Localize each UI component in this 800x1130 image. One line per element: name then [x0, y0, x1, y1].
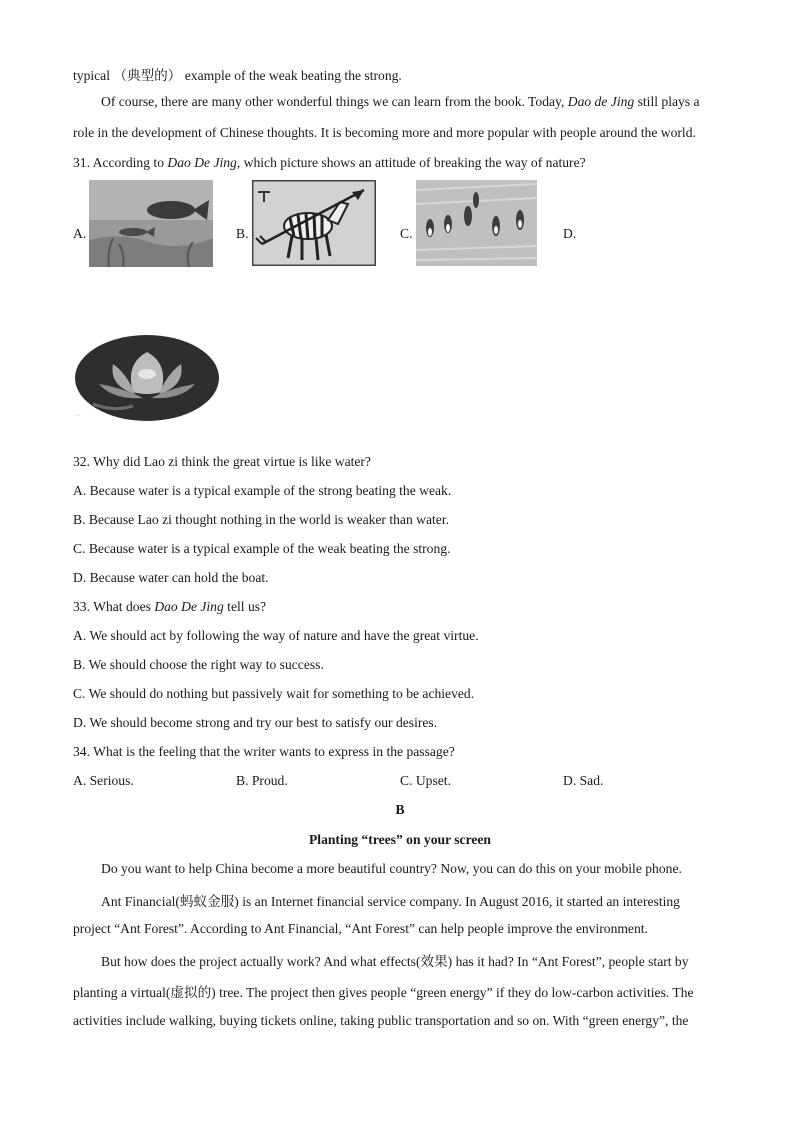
passage-line: activities include walking, buying tickets online, taking public transportation and so on. With “green energy”, the: [73, 1013, 689, 1028]
passage-line: role in the development of Chinese thoughts. It is becoming more and more popular with people around the world.: [73, 125, 696, 140]
option-d-label: D.: [563, 226, 577, 241]
option-a: A. We should act by following the way of nature and have the great virtue.: [73, 628, 479, 643]
passage-line: But how does the project actually work? And what effects(效果) has it had? In “Ant Forest”, people start by: [101, 954, 689, 969]
text: , which picture shows an attitude of breaking the way of nature?: [236, 155, 586, 170]
option-b-label: B.: [236, 226, 249, 241]
option-a-label: A.: [73, 226, 87, 241]
question-31-stem: [73, 155, 586, 171]
option-d: D. Sad.: [563, 773, 604, 788]
passage-line: project “Ant Forest”. According to Ant Financial, “Ant Forest” can help people improve the environment.: [73, 921, 648, 936]
option-b: B. We should choose the right way to success.: [73, 657, 324, 672]
geese-picture: [416, 180, 537, 266]
passage-line: [101, 94, 700, 110]
fish-picture: [89, 180, 213, 267]
question-32-stem: 32. Why did Lao zi think the great virtue is like water?: [73, 454, 371, 469]
option-c: C. We should do nothing but passively wait for something to be achieved.: [73, 686, 475, 701]
option-c: C. Upset.: [400, 773, 451, 788]
option-b: B. Proud.: [236, 773, 288, 788]
lotus-picture: [73, 334, 221, 424]
option-c: C. Because water is a typical example of the weak beating the strong.: [73, 541, 451, 556]
option-d: D. Because water can hold the boat.: [73, 570, 269, 585]
passage-line: [73, 64, 402, 84]
text: still plays a: [634, 94, 700, 109]
text: typical: [73, 68, 114, 83]
book-title: Dao De Jing: [167, 155, 237, 170]
zebra-arrow-picture: [252, 180, 376, 266]
svg-text:..: ..: [75, 408, 82, 419]
passage-line: Ant Financial(蚂蚁金服) is an Internet financial service company. In August 2016, it started an interesting: [101, 894, 680, 909]
option-c-label: C.: [400, 226, 413, 241]
text: Of course, there are many other wonderful things we can learn from the book. Today,: [101, 94, 568, 109]
option-a: A. Serious.: [73, 773, 134, 788]
question-33-stem: [73, 599, 266, 615]
section-heading: B: [395, 802, 405, 817]
passage-title: Planting “trees” on your screen: [309, 832, 491, 847]
text: example of the weak beating the strong.: [181, 68, 402, 83]
option-d: D. We should become strong and try our best to satisfy our desires.: [73, 715, 438, 730]
question-34-stem: 34. What is the feeling that the writer wants to express in the passage?: [73, 744, 455, 759]
passage-line: Do you want to help China become a more beautiful country? Now, you can do this on your mobile phone.: [101, 861, 682, 876]
chinese-gloss: （典型的）: [113, 68, 182, 83]
text: 31. According to: [73, 155, 168, 170]
text: tell us?: [223, 599, 267, 614]
book-title: Dao De Jing: [154, 599, 224, 614]
book-title: Dao de Jing: [567, 94, 635, 109]
passage-line: planting a virtual(虚拟的) tree. The project then gives people “green energy” if they do low-carbon activities. The: [73, 985, 694, 1000]
text: 33. What does: [73, 599, 155, 614]
option-a: A. Because water is a typical example of the strong beating the weak.: [73, 483, 452, 498]
option-b: B. Because Lao zi thought nothing in the world is weaker than water.: [73, 512, 449, 527]
